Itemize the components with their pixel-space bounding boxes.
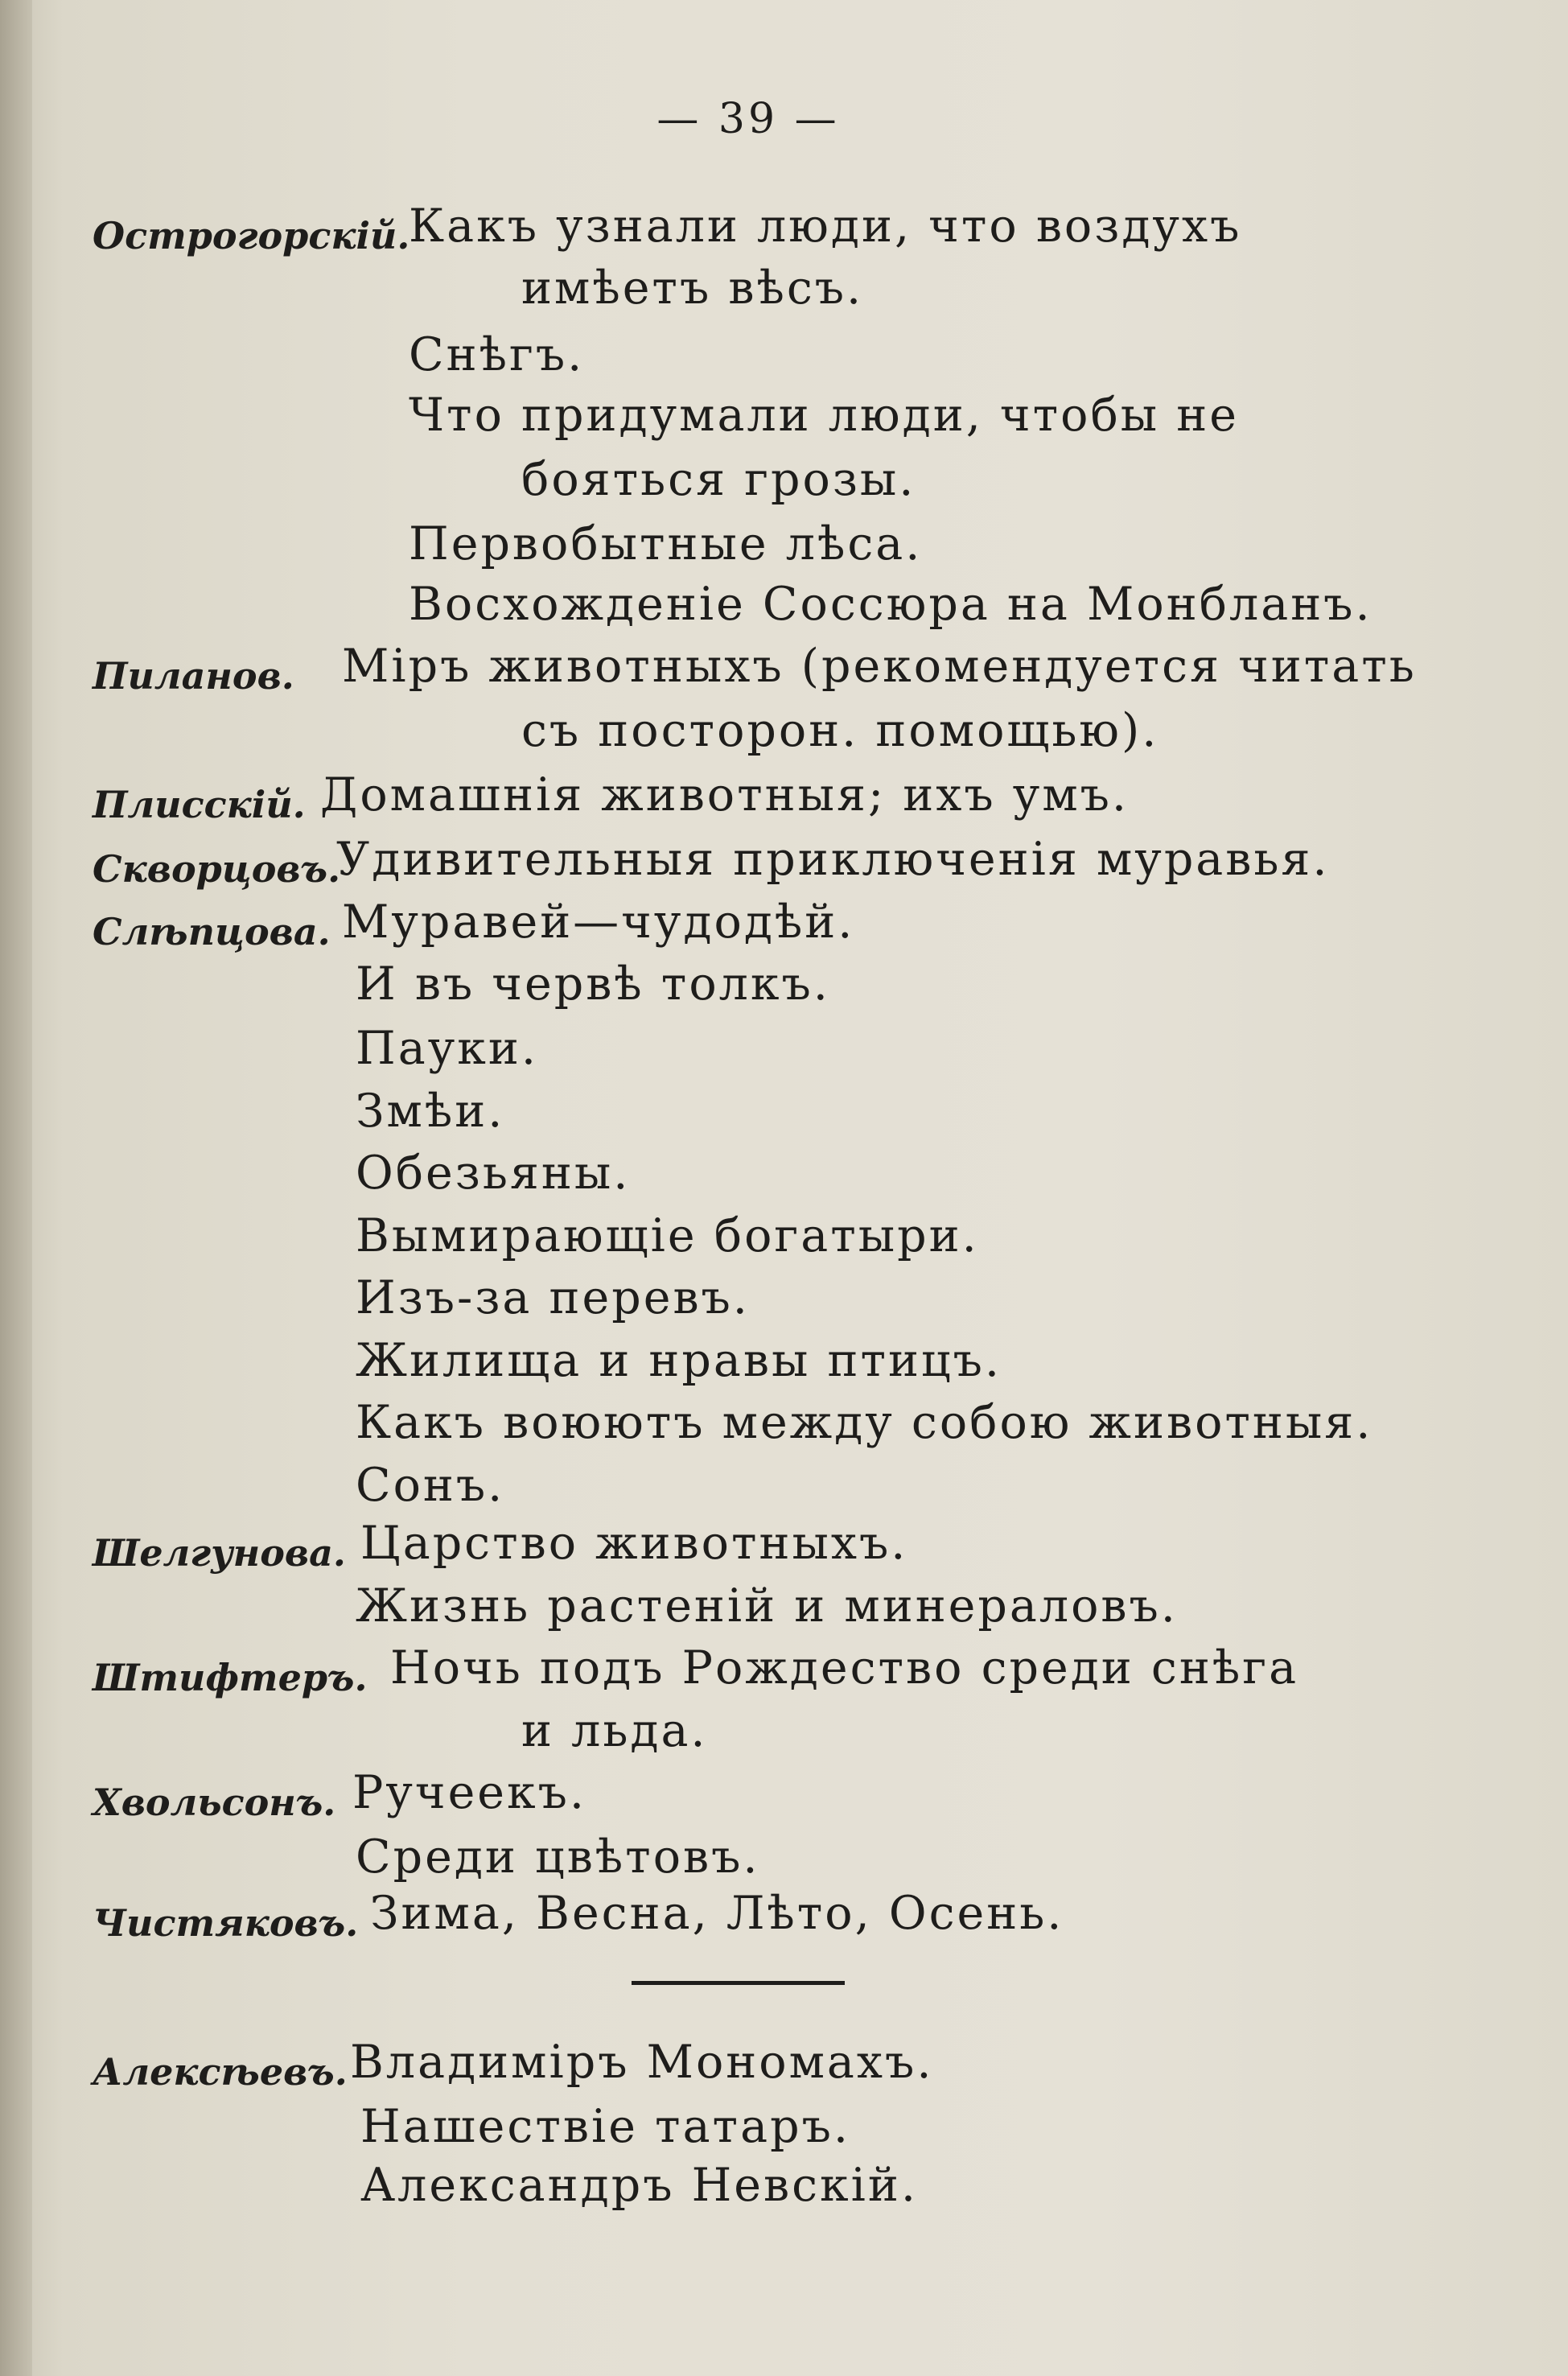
entry-author: Шелгунова. bbox=[93, 1531, 346, 1575]
entry-title: Зима, Весна, Лѣто, Осень. bbox=[370, 1887, 1064, 1940]
entry-title: Снѣгъ. bbox=[409, 328, 585, 381]
entry-title: Домашнія животныя; ихъ умъ. bbox=[320, 768, 1130, 822]
entry-title: Первобытные лѣса. bbox=[409, 517, 923, 570]
entry-line bbox=[0, 453, 1568, 517]
entry-title: Изъ-за перевъ. bbox=[356, 1271, 750, 1324]
entry-title: Сонъ. bbox=[356, 1459, 505, 1512]
entry-title: Ручеекъ. bbox=[352, 1766, 587, 1819]
entry-line bbox=[0, 1830, 1568, 1895]
entry-author: Слѣпцова. bbox=[93, 910, 331, 953]
entry-title: Среди цвѣтовъ. bbox=[356, 1830, 760, 1884]
entry-title: Владиміръ Мономахъ. bbox=[350, 2036, 934, 2089]
entry-author: Скворцовъ. bbox=[93, 847, 341, 891]
entry-title: Нашествіе татаръ. bbox=[360, 2100, 850, 2153]
entry-line bbox=[0, 1396, 1568, 1460]
entry-author: Алексѣевъ. bbox=[93, 2050, 348, 2094]
entry-title: Ночь подъ Рождество среди снѣга bbox=[390, 1641, 1299, 1694]
entry-line bbox=[0, 2036, 1568, 2100]
entry-line bbox=[0, 1579, 1568, 1644]
entry-line bbox=[0, 2100, 1568, 2164]
entry-author: Острогорскій. bbox=[93, 214, 410, 257]
entry-line bbox=[0, 1085, 1568, 1149]
entry-line bbox=[0, 1022, 1568, 1086]
entry-line bbox=[0, 640, 1568, 704]
entry-title: Какъ узнали люди, что воздухъ bbox=[409, 200, 1242, 253]
entry-title: Жилища и нравы птицъ. bbox=[356, 1334, 1002, 1387]
entry-title: Александръ Невскій. bbox=[360, 2159, 919, 2212]
entry-line bbox=[0, 1641, 1568, 1706]
entry-line bbox=[0, 704, 1568, 768]
entry-line bbox=[0, 578, 1568, 642]
entry-title: и льда. bbox=[521, 1704, 708, 1757]
entry-title: имѣетъ вѣсъ. bbox=[521, 261, 864, 315]
entry-title: Пауки. bbox=[356, 1022, 538, 1075]
entry-author: Чистяковъ. bbox=[93, 1901, 359, 1945]
entry-line bbox=[0, 768, 1568, 833]
entry-line bbox=[0, 1704, 1568, 1769]
entry-author: Плисскій. bbox=[93, 783, 306, 826]
entry-title: съ посторон. помощью). bbox=[521, 704, 1159, 757]
entry-line bbox=[0, 1459, 1568, 1523]
entry-line bbox=[0, 200, 1568, 264]
entry-line bbox=[0, 1334, 1568, 1398]
entry-line bbox=[0, 1147, 1568, 1211]
entry-line bbox=[0, 328, 1568, 393]
entry-title: Обезьяны. bbox=[356, 1147, 631, 1200]
entry-title: Міръ животныхъ (рекомендуется читать bbox=[342, 640, 1417, 693]
page-number: — 39 — bbox=[656, 95, 840, 143]
entry-title: Вымирающіе богатыри. bbox=[356, 1209, 979, 1262]
entry-author: Пиланов. bbox=[93, 654, 294, 698]
entry-line bbox=[0, 2159, 1568, 2223]
entry-title: И въ червѣ толкъ. bbox=[356, 957, 830, 1011]
entry-line bbox=[0, 833, 1568, 897]
entry-line bbox=[0, 1887, 1568, 1951]
entry-title: Что придумали люди, чтобы не bbox=[409, 389, 1239, 442]
entry-author: Хвольсонъ. bbox=[93, 1781, 336, 1824]
entry-title: бояться грозы. bbox=[521, 453, 916, 506]
entry-line bbox=[0, 896, 1568, 960]
entry-line bbox=[0, 261, 1568, 326]
entry-title: Жизнь растеній и минераловъ. bbox=[356, 1579, 1178, 1633]
entry-line bbox=[0, 1517, 1568, 1581]
entry-title: Какъ воюютъ между собою животныя. bbox=[356, 1396, 1373, 1449]
entry-title: Удивительныя приключенія муравья. bbox=[336, 833, 1330, 886]
section-divider bbox=[632, 1981, 845, 1985]
entry-title: Муравей—чудодѣй. bbox=[342, 896, 855, 949]
entry-line bbox=[0, 1271, 1568, 1336]
entry-author: Штифтеръ. bbox=[93, 1656, 368, 1699]
entry-line bbox=[0, 517, 1568, 582]
entry-title: Восхожденіе Соссюра на Монбланъ. bbox=[409, 578, 1373, 631]
entry-line bbox=[0, 957, 1568, 1022]
entry-line bbox=[0, 389, 1568, 453]
entry-line bbox=[0, 1209, 1568, 1274]
entry-title: Царство животныхъ. bbox=[360, 1517, 908, 1570]
entry-line bbox=[0, 1766, 1568, 1830]
entry-title: Змѣи. bbox=[356, 1085, 505, 1138]
